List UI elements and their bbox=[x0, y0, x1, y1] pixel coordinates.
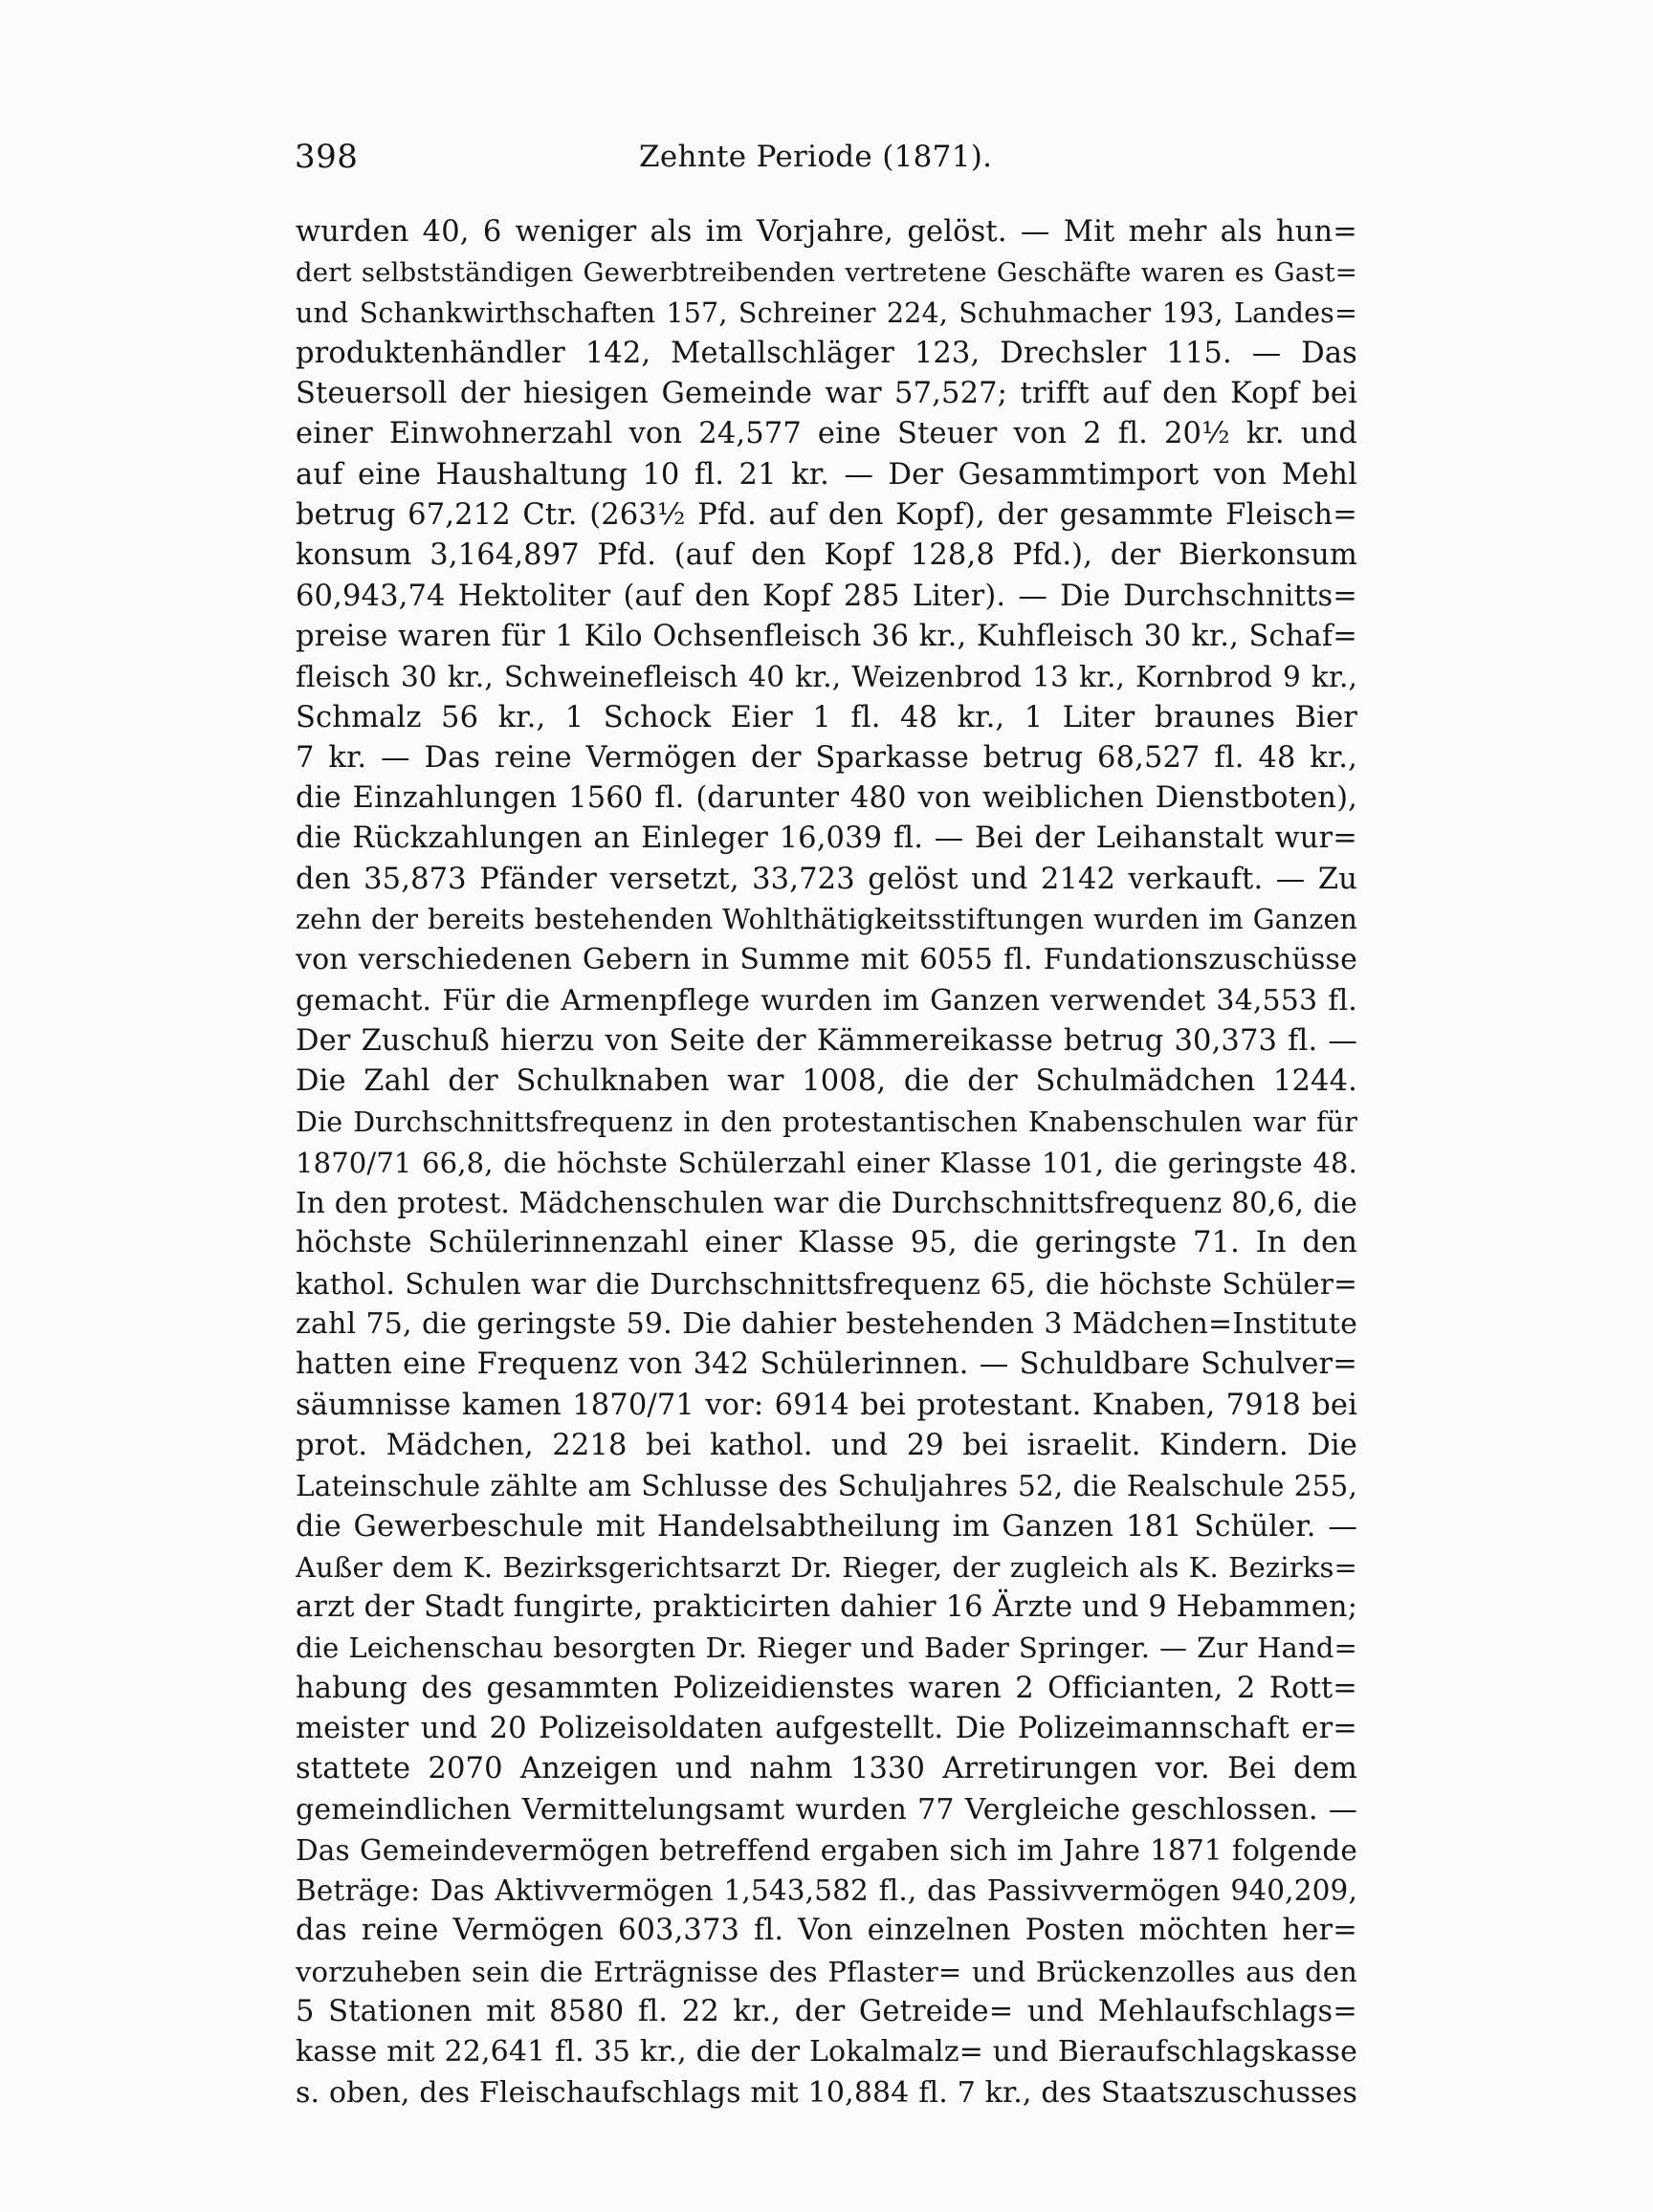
text-line: Lateinschule zählte am Schlusse des Schuljahres 52, die Realschule 255, bbox=[296, 1470, 1357, 1503]
text-line: die Leichenschau besorgten Dr. Rieger und Bader Springer. — Zur Hand= bbox=[296, 1632, 1357, 1665]
text-line: betrug 67,212 Ctr. (263½ Pfd. auf den Kopf), der gesammte Fleisch= bbox=[296, 498, 1357, 533]
text-line: die Gewerbeschule mit Handelsabtheilung im Ganzen 181 Schüler. — bbox=[296, 1509, 1357, 1544]
text-line: meister und 20 Polizeisoldaten aufgestellt. Die Polizeimannschaft er= bbox=[296, 1711, 1357, 1745]
text-line: Steuersoll der hiesigen Gemeinde war 57,527; trifft auf den Kopf bei bbox=[296, 377, 1357, 411]
text-line: von verschiedenen Gebern in Summe mit 6055 fl. Fundationszuschüsse bbox=[296, 943, 1357, 977]
text-line: gemeindlichen Vermittelungsamt wurden 77 Vergleiche geschlossen. — bbox=[296, 1792, 1357, 1827]
running-head bbox=[295, 132, 1358, 182]
text-line: kathol. Schulen war die Durchschnittsfrequenz 65, die höchste Schüler= bbox=[296, 1267, 1357, 1301]
text-line: Beträge: Das Aktivvermögen 1,543,582 fl., das Passivvermögen 940,209, bbox=[296, 1874, 1357, 1908]
text-line: einer Einwohnerzahl von 24,577 eine Steuer von 2 fl. 20½ kr. und bbox=[296, 417, 1357, 451]
text-line: 60,943,74 Hektoliter (auf den Kopf 285 Liter). — Die Durchschnitts= bbox=[296, 579, 1357, 613]
text-line: gemacht. Für die Armenpflege wurden im Ganzen verwendet 34,553 fl. bbox=[296, 983, 1357, 1018]
text-line: 5 Stationen mit 8580 fl. 22 kr., der Getreide= und Mehlaufschlags= bbox=[296, 1995, 1357, 2029]
text-line: 1870/71 66,8, die höchste Schülerzahl einer Klasse 101, die geringste 48. bbox=[296, 1146, 1357, 1179]
body-text bbox=[296, 212, 1357, 2113]
text-line: kasse mit 22,641 fl. 35 kr., die der Lokalmalz= und Bieraufschlagskasse bbox=[296, 2035, 1357, 2070]
text-line: 7 kr. — Das reine Vermögen der Sparkasse betrug 68,527 fl. 48 kr., bbox=[296, 740, 1357, 775]
text-line: fleisch 30 kr., Schweinefleisch 40 kr., Weizenbrod 13 kr., Kornbrod 9 kr., bbox=[296, 661, 1357, 694]
text-line: Der Zuschuß hierzu von Seite der Kämmereikasse betrug 30,373 fl. — bbox=[296, 1023, 1357, 1058]
text-line: stattete 2070 Anzeigen und nahm 1330 Arretirungen vor. Bei dem bbox=[296, 1752, 1357, 1786]
text-line: konsum 3,164,897 Pfd. (auf den Kopf 128,8 Pfd.), der Bierkonsum bbox=[296, 538, 1357, 573]
text-line: säumnisse kamen 1870/71 vor: 6914 bei protestant. Knaben, 7918 bei bbox=[296, 1388, 1357, 1422]
text-line: Schmalz 56 kr., 1 Schock Eier 1 fl. 48 kr., 1 Liter braunes Bier bbox=[296, 700, 1357, 734]
text-line: produktenhändler 142, Metallschläger 123, Drechsler 115. — Das bbox=[296, 336, 1357, 370]
text-line: Außer dem K. Bezirksgerichtsarzt Dr. Rieger, der zugleich als K. Bezirks= bbox=[296, 1550, 1357, 1584]
text-line: Die Durchschnittsfrequenz in den protestantischen Knabenschulen war für bbox=[296, 1106, 1357, 1138]
text-line: das reine Vermögen 603,373 fl. Von einzelnen Posten möchten her= bbox=[296, 1914, 1357, 1948]
text-line: höchste Schülerinnenzahl einer Klasse 95, die geringste 71. In den bbox=[296, 1226, 1357, 1260]
text-line: vorzuheben sein die Erträgnisse des Pflaster= und Brückenzolles aus den bbox=[296, 1955, 1357, 1988]
text-line: s. oben, des Fleischaufschlags mit 10,884 fl. 7 kr., des Staatszuschusses bbox=[296, 2075, 1357, 2110]
text-line: zahl 75, die geringste 59. Die dahier bestehenden 3 Mädchen=Institute bbox=[296, 1307, 1357, 1342]
text-line: prot. Mädchen, 2218 bei kathol. und 29 bei israelit. Kindern. Die bbox=[296, 1428, 1357, 1462]
page-number: 398 bbox=[295, 138, 359, 176]
text-line: Das Gemeindevermögen betreffend ergaben sich im Jahre 1871 folgende bbox=[296, 1833, 1357, 1867]
text-line: Die Zahl der Schulknaben war 1008, die der Schulmädchen 1244. bbox=[296, 1064, 1357, 1099]
text-line: hatten eine Frequenz von 342 Schülerinnen. — Schuldbare Schulver= bbox=[296, 1347, 1357, 1382]
running-title: Zehnte Periode (1871). bbox=[639, 140, 993, 174]
text-line: die Rückzahlungen an Einleger 16,039 fl. — Bei der Leihanstalt wur= bbox=[296, 821, 1357, 856]
text-line: zehn der bereits bestehenden Wohlthätigkeitsstiftungen wurden im Ganzen bbox=[296, 904, 1357, 936]
text-line: den 35,873 Pfänder versetzt, 33,723 gelöst und 2142 verkauft. — Zu bbox=[296, 862, 1357, 896]
text-line: wurden 40, 6 weniger als im Vorjahre, gelöst. — Mit mehr als hun= bbox=[296, 215, 1357, 249]
text-line: und Schankwirthschaften 157, Schreiner 224, Schuhmacher 193, Landes= bbox=[296, 296, 1357, 329]
text-line: die Einzahlungen 1560 fl. (darunter 480 von weiblichen Dienstboten), bbox=[296, 781, 1357, 816]
text-line: dert selbstständigen Gewerbtreibenden vertretene Geschäfte waren es Gast= bbox=[296, 257, 1357, 289]
text-line: preise waren für 1 Kilo Ochsenfleisch 36 kr., Kuhfleisch 30 kr., Schaf= bbox=[296, 619, 1357, 653]
text-line: auf eine Haushaltung 10 fl. 21 kr. — Der Gesammtimport von Mehl bbox=[296, 457, 1357, 492]
text-line: habung des gesammten Polizeidienstes waren 2 Officianten, 2 Rott= bbox=[296, 1671, 1357, 1705]
text-line: In den protest. Mädchenschulen war die Durchschnittsfrequenz 80,6, die bbox=[296, 1187, 1357, 1220]
text-line: arzt der Stadt fungirte, prakticirten dahier 16 Ärzte und 9 Hebammen; bbox=[296, 1590, 1357, 1625]
